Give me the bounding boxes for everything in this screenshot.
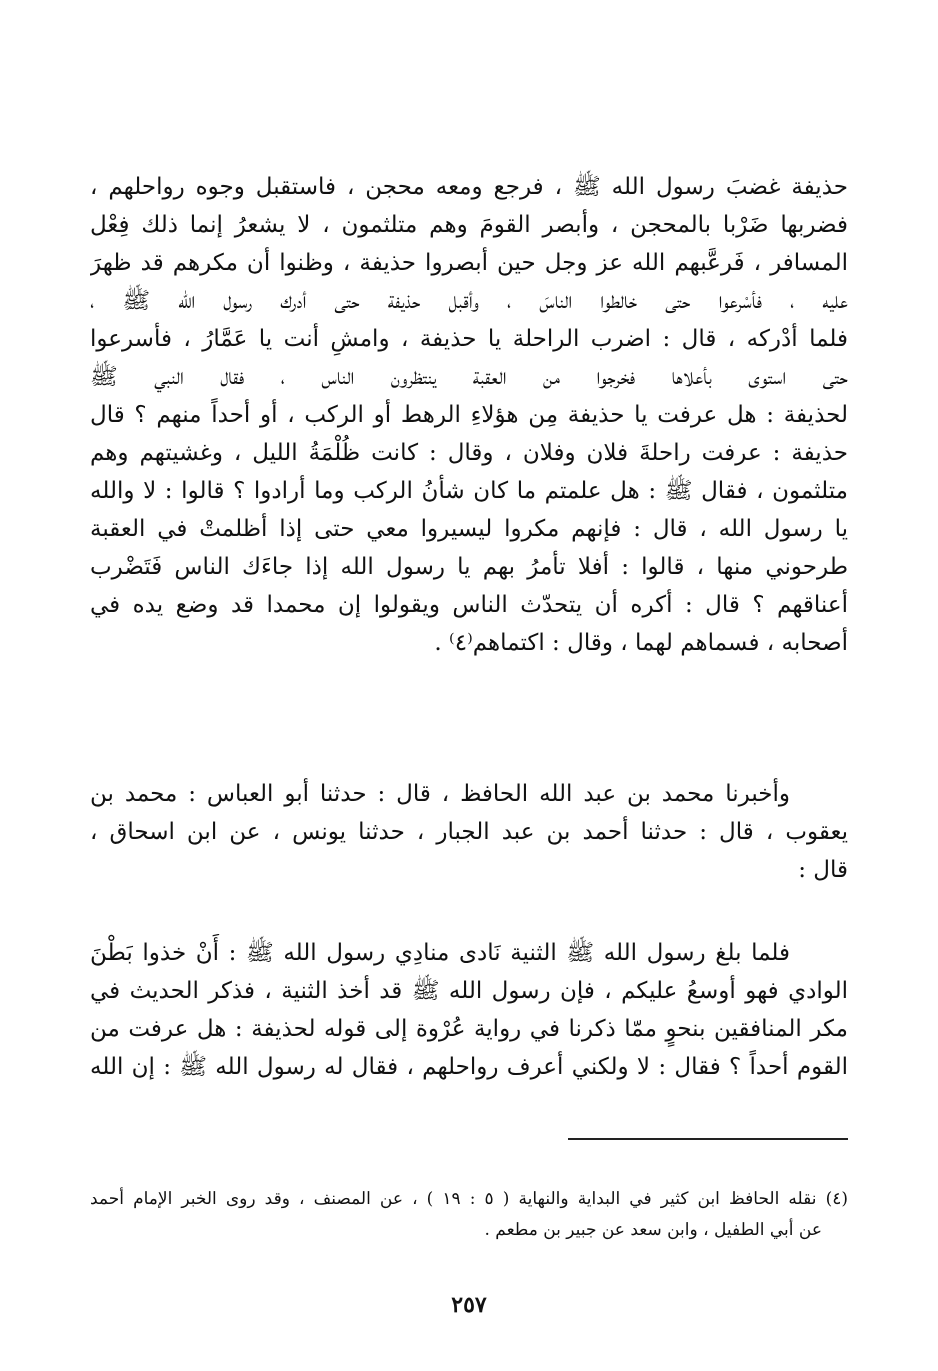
page-number: ٢٥٧ bbox=[451, 1292, 487, 1318]
text-line: قال : bbox=[798, 857, 848, 883]
text-line: لحذيفة : هل عرفت يا حذيفة مِن هؤلاءِ الرهط أو الركب ، أو أحداً منهم ؟ قال bbox=[90, 402, 848, 428]
paragraph-2 bbox=[90, 775, 848, 889]
text-line: يا رسول الله ، قال : فإنهم مكروا ليسيروا معي حتى إذا أظلمتْ في العقبة bbox=[90, 516, 848, 542]
footnote-line: عن أبي الطفيل ، وابن سعد عن جبير بن مطعم . bbox=[484, 1220, 822, 1240]
text-line: أعناقهم ؟ قال : أكره أن يتحدّث الناس ويقولوا إن محمدا قد وضع يده في bbox=[90, 592, 848, 618]
footnote-divider bbox=[568, 1138, 848, 1140]
text-line: حتى استوى بأعلاها فخرجوا من العقبة ينتظرون الناس ، فقال النبي ﷺ bbox=[90, 364, 848, 390]
text-line: حذيفة : عرفت راحلةَ فلان وفلان ، وقال : كانت ظُلْمَةُ الليل ، وغشيتهم وهم bbox=[90, 440, 848, 466]
text-line: حذيفة غضبَ رسول الله ﷺ ، فرجع ومعه محجن ، فاستقبل وجوه رواحلهم ، bbox=[90, 174, 848, 200]
text-line: أصحابه ، فسماهم لهما ، وقال : اكتماهم⁽٤⁾ . bbox=[434, 630, 848, 656]
paragraph-3 bbox=[90, 934, 848, 1086]
text-line: وأخبرنا محمد بن عبد الله الحافظ ، قال : حدثنا أبو العباس : محمد بن bbox=[90, 781, 790, 807]
text-line: مكر المنافقين بنحوٍ ممّا ذكرنا في رواية عُرْوة إلى قوله لحذيفة : هل عرفت من bbox=[90, 1016, 848, 1042]
text-line: فضربها ضَرْبا بالمحجن ، وأبصر القومَ وهم متلثمون ، لا يشعرُ إنما ذلك فِعْل bbox=[90, 212, 848, 238]
footnote-line: (٤) نقله الحافظ ابن كثير في البداية والنهاية ( ٥ : ١٩ ) ، عن المصنف ، وقد روى الخبر الإمام أحمد bbox=[90, 1189, 848, 1209]
footnote bbox=[90, 1184, 848, 1246]
text-line: الوادي فهو أوسعُ عليكم ، فإن رسول الله ﷺ قد أخذ الثنية ، فذكر الحديث في bbox=[90, 978, 848, 1004]
text-line: عليه ، فأسْرعوا حتى خالطوا الناسَ ، وأقبل حذيفة حتى أدرك رسول الله ﷺ ، bbox=[90, 288, 848, 314]
text-line: متلثمون ، فقال ﷺ : هل علمتم ما كان شأنُ الركب وما أرادوا ؟ قالوا : لا والله bbox=[90, 478, 848, 504]
text-line: فلما بلغ رسول الله ﷺ الثنية نَادى منادِي رسول الله ﷺ : أَنْ خذوا بَطْنَ bbox=[90, 940, 790, 966]
text-line: يعقوب ، قال : حدثنا أحمد بن عبد الجبار ، حدثنا يونس ، عن ابن اسحاق ، bbox=[90, 819, 848, 845]
text-line: فلما أدْركه ، قال : اضرب الراحلة يا حذيفة ، وامشِ أنت يا عَمَّارُ ، فأسرعوا bbox=[90, 326, 848, 352]
text-line: طرحوني منها ، قالوا : أفلا تأمرُ بهم يا رسول الله إذا جاءَك الناس فَتَضْرب bbox=[90, 554, 848, 580]
text-line: القوم أحداً ؟ فقال : لا ولكني أعرف رواحلهم ، فقال له رسول الله ﷺ : إن الله bbox=[90, 1054, 848, 1080]
paragraph-1 bbox=[90, 168, 848, 662]
text-line: المسافر ، فَرعَّبهم الله عز وجل حين أبصروا حذيفة ، وظنوا أن مكرهم قد ظهرَ bbox=[90, 250, 848, 276]
